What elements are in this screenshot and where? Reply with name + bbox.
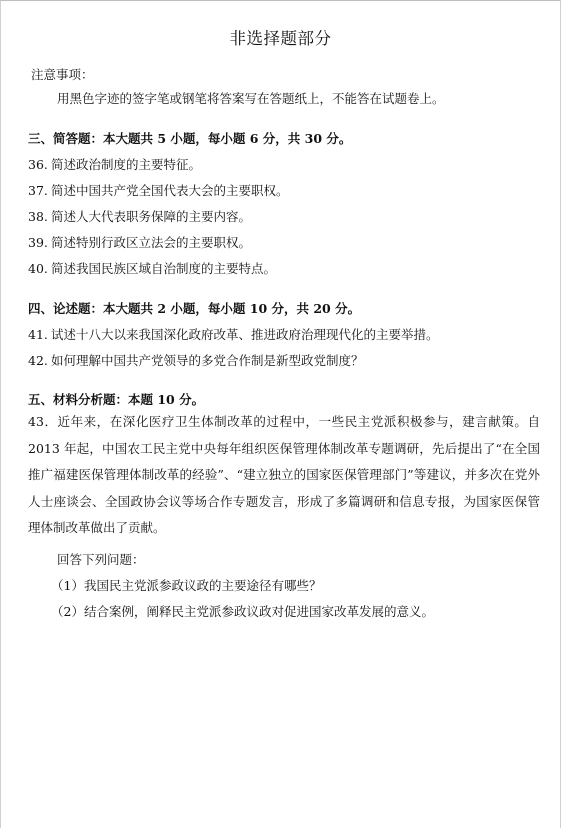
question-text: 简述中国共产党全国代表大会的主要职权。 — [51, 183, 289, 198]
section-heading-short-answer: 三、简答题：本大题共 5 小题，每小题 6 分，共 30 分。 — [28, 131, 352, 146]
notice-text: 用黑色字迹的签字笔或钢笔将答案写在答题纸上，不能答在试题卷上。 — [57, 91, 445, 106]
question-number: 36. — [28, 157, 48, 172]
material-passage: 43．近年来，在深化医疗卫生体制改革的过程中，一些民主党派积极参与，建言献策。自 2013 年起，中国农工民主党中央每年组织医保管理体制改革专题调研，先后提出了“在全国推广福建医保管理体制改革的经验”、“建立独立的国家医保管理部门”等建议，并多次在党外人士座谈会、全国政协会议等场合作专题发言，形成了多篇调研和信息专报，为国家医保管理体制改革做出了贡献。 — [28, 414, 540, 535]
section-heading-essay: 四、论述题：本大题共 2 小题，每小题 10 分，共 20 分。 — [28, 301, 361, 316]
question-number: 38. — [28, 209, 48, 224]
question-text: 简述政治制度的主要特征。 — [51, 157, 202, 172]
question-number: 41. — [28, 327, 48, 342]
sub-question-2: （2）结合案例，阐释民主党派参政议政对促进国家改革发展的意义。 — [51, 604, 434, 619]
question-number: 37. — [28, 183, 48, 198]
section-heading-material-analysis: 五、材料分析题：本题 10 分。 — [28, 392, 205, 407]
question-37 — [28, 181, 289, 199]
question-36 — [28, 155, 201, 173]
notice-label: 注意事项： — [31, 67, 94, 82]
question-text: 试述十八大以来我国深化政府改革、推进政府治理现代化的主要举措。 — [51, 327, 439, 342]
question-text: 简述我国民族区域自治制度的主要特点。 — [51, 261, 277, 276]
question-text: 如何理解中国共产党领导的多党合作制是新型政党制度？ — [51, 353, 364, 368]
question-number: 40. — [28, 261, 48, 276]
page-title: 非选择题部分 — [229, 29, 332, 48]
question-text: 简述特别行政区立法会的主要职权。 — [51, 235, 252, 250]
question-42 — [28, 351, 364, 369]
question-number: 42. — [28, 353, 48, 368]
question-41 — [28, 325, 439, 343]
question-number: 39. — [28, 235, 48, 250]
question-39 — [28, 233, 251, 251]
question-38 — [28, 207, 251, 225]
sub-question-1: （1）我国民主党派参政议政的主要途径有哪些？ — [51, 578, 322, 593]
answer-instruction: 回答下列问题： — [57, 552, 145, 567]
question-text: 简述人大代表职务保障的主要内容。 — [51, 209, 252, 224]
question-40 — [28, 259, 276, 277]
